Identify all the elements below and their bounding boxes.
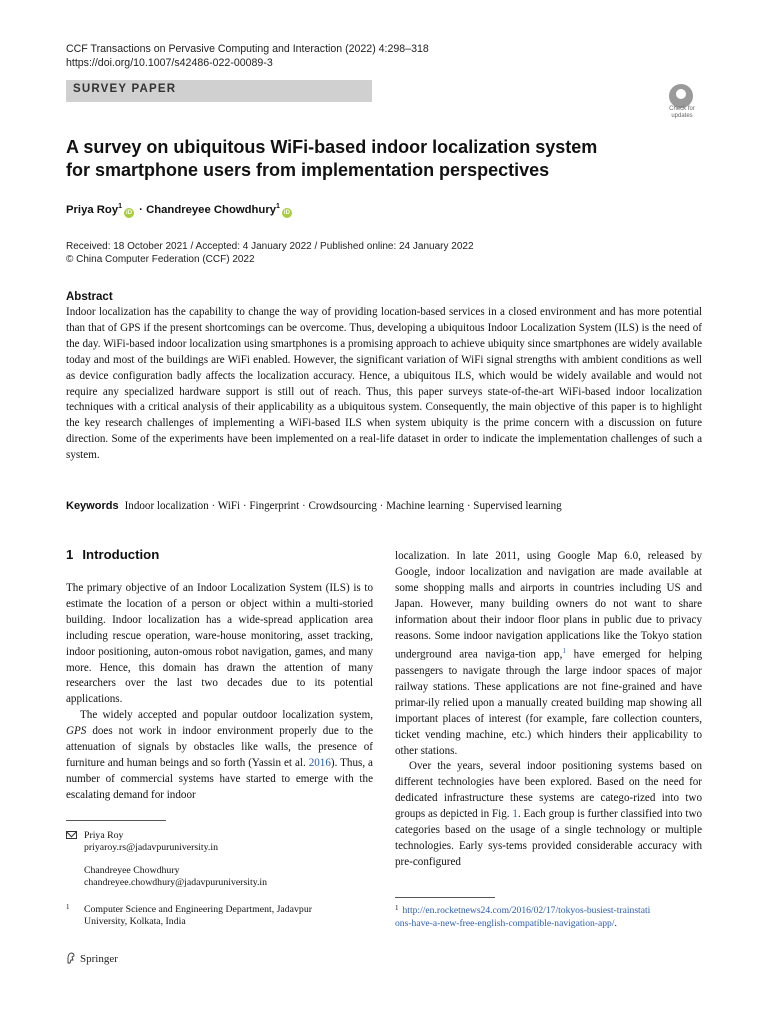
footnote-link[interactable]: 1 xyxy=(562,647,566,656)
footnote: $^1$ http://en.rocketnews24.com/2016/02/17/tokyos-busiest-trainstati ons-have-a-new-free-english-compatible-navigation-app/. xyxy=(395,904,651,929)
footnote-url[interactable]: http://en.rocketnews24.com/2016/02/17/tokyos-busiest-trainstati xyxy=(402,905,651,916)
affiliation-number: 1 xyxy=(66,903,70,911)
affiliation-line: Computer Science and Engineering Department, Jadavpur xyxy=(84,904,312,915)
author-name[interactable]: Chandreyee Chowdhury xyxy=(146,203,277,216)
author-name[interactable]: Priya Roy xyxy=(66,203,119,216)
contact-name: Priya Roy xyxy=(84,830,124,841)
keywords-row xyxy=(66,500,562,512)
body-column-right xyxy=(395,549,702,871)
abstract-heading: Abstract xyxy=(66,291,113,303)
section-heading xyxy=(66,547,159,562)
publication-dates: Received: 18 October 2021 / Accepted: 4 January 2022 / Published online: 24 January 2022 xyxy=(66,241,474,252)
check-updates-icon xyxy=(669,84,693,108)
footnote-number: 1 xyxy=(395,904,399,912)
keywords-list: Indoor localization · WiFi · Fingerprint · Crowdsourcing · Machine learning · Supervised learning xyxy=(124,500,562,512)
affiliation-marker: 1 xyxy=(118,203,123,210)
contact-email[interactable]: chandreyee.chowdhury@jadavpuruniversity.in xyxy=(84,876,268,888)
contact-name: Chandreyee Chowdhury xyxy=(84,864,180,876)
paragraph: localization. In late 2011, using Google Map 6.0, released by Google, indoor localization and navigation are made available at some shopping malls and airports in countries including US and Japan. However, many building owners do not want to share information about their indoor floor plans in public due to privacy reasons. Some indoor navigation applications like the Tokyo station underground area naviga-tion app,$^1$ have emerged for helping passengers to navigate through the large indoor spaces of major railway stations. These applications are not fine-grained and have primar-ily relied upon a manually created building map showing all important places of interest (for example, fare collection counters, ticket vending machine, etc.) which hinders their applicability to other stations. xyxy=(395,550,702,757)
contact-email[interactable]: priyaroy.rs@jadavpuruniversity.in xyxy=(84,842,218,854)
affiliation-marker: 1 xyxy=(276,203,280,210)
body-column-left xyxy=(66,581,373,804)
paragraph: The primary objective of an Indoor Localization System (ILS) is to estimate the location of a person or object within a multi-storied building. Indoor localization has a wide-spread application area including rescue operation, ware-house monitoring, asset tracking, indoor positioning, auton-omous robot navigation, games, and many more. Hence, this domain has drawn the attention of many researchers over the last two decades due to its potential applications. xyxy=(66,582,373,706)
citation-link[interactable]: 2016 xyxy=(308,756,331,769)
author-list xyxy=(66,203,294,218)
affiliation-line: University, Kolkata, India xyxy=(84,916,186,928)
check-updates-text: Check for updates xyxy=(669,106,695,119)
orcid-icon[interactable]: iD xyxy=(283,209,290,216)
article-type-banner xyxy=(66,80,372,102)
figure-link[interactable]: 1 xyxy=(512,808,518,821)
journal-line: CCF Transactions on Pervasive Computing and Interaction (2022) 4:298–318 xyxy=(66,43,429,55)
check-for-updates-badge[interactable] xyxy=(662,84,702,124)
copyright-notice: © China Computer Federation (CCF) 2022 xyxy=(66,254,255,265)
author-separator: · xyxy=(139,203,143,216)
keywords-label: Keywords xyxy=(66,500,119,512)
springer-horse-icon xyxy=(66,952,76,964)
article-type-label: SURVEY PAPER xyxy=(73,83,177,95)
title-line-1: A survey on ubiquitous WiFi-based indoor localization system xyxy=(66,137,598,157)
section-title: Introduction xyxy=(82,547,160,562)
footnote-divider xyxy=(66,820,166,821)
doi-link[interactable]: https://doi.org/10.1007/s42486-022-00089-3 xyxy=(66,57,273,69)
paragraph: The widely accepted and popular outdoor localization system, GPS does not work in indoor environment properly due to the attenuation of signals by obstacles like walls, the presence of furniture and human beings and so forth (Yassin et al. 2016). Thus, a number of commercial systems have started to emerge with the escalating demand for indoor xyxy=(66,709,373,801)
publisher-mark xyxy=(66,952,118,965)
footnote-url[interactable]: ons-have-a-new-free-english-compatible-navigation-app/ xyxy=(395,918,615,929)
section-number: 1 xyxy=(66,547,74,562)
orcid-icon[interactable]: iD xyxy=(126,209,133,216)
publisher-name: Springer xyxy=(80,953,118,965)
abstract-body: Indoor localization has the capability to change the way of providing location-based services in a closed environment and has more potential than that of GPS if the present shortcomings can be overcome. Thus, developing a ubiquitous Indoor Localization System (ILS) is the need of the day. WiFi-based indoor localization using smartphones is a promising approach to achieve ubiquity since smartphones are widely available today and most of the buildings are WiFi enabled. However, the significant variation of WiFi signal strengths with ambient conditions as well as device configuration badly affects the localization accuracy. Hence, a ubiquitous ILS, which would be widely available and would not require any specialized hardware support is still out of reach. Thus, this paper surveys state-of-the-art WiFi-based indoor localization techniques with a critical analysis of their applicability as a ubiquitous system. Consequently, the main objective of this paper is to highlight the key research challenges of implementing a WiFi-based ILS when system ubiquity is the prime concern with a discussion on future direction. Some of the experiments have been implemented on a real-life dataset in order to indicate the implementation challenges of such a system. xyxy=(66,306,702,462)
title-line-2: for smartphone users from implementation perspectives xyxy=(66,160,550,180)
envelope-icon xyxy=(66,831,77,839)
paper-title xyxy=(66,136,666,182)
footnote-divider xyxy=(395,897,495,898)
paragraph: Over the years, several indoor positioning systems based on different technologies have been explored. Based on the need for dedicated infrastructure these systems are catego-rized into two groups as depicted in Fig. 1. Each group is further classified into two categories based on the usage of a single technology or multiple technologies. Early sys-tems provided considerable accuracy with pre-configured xyxy=(395,760,702,868)
